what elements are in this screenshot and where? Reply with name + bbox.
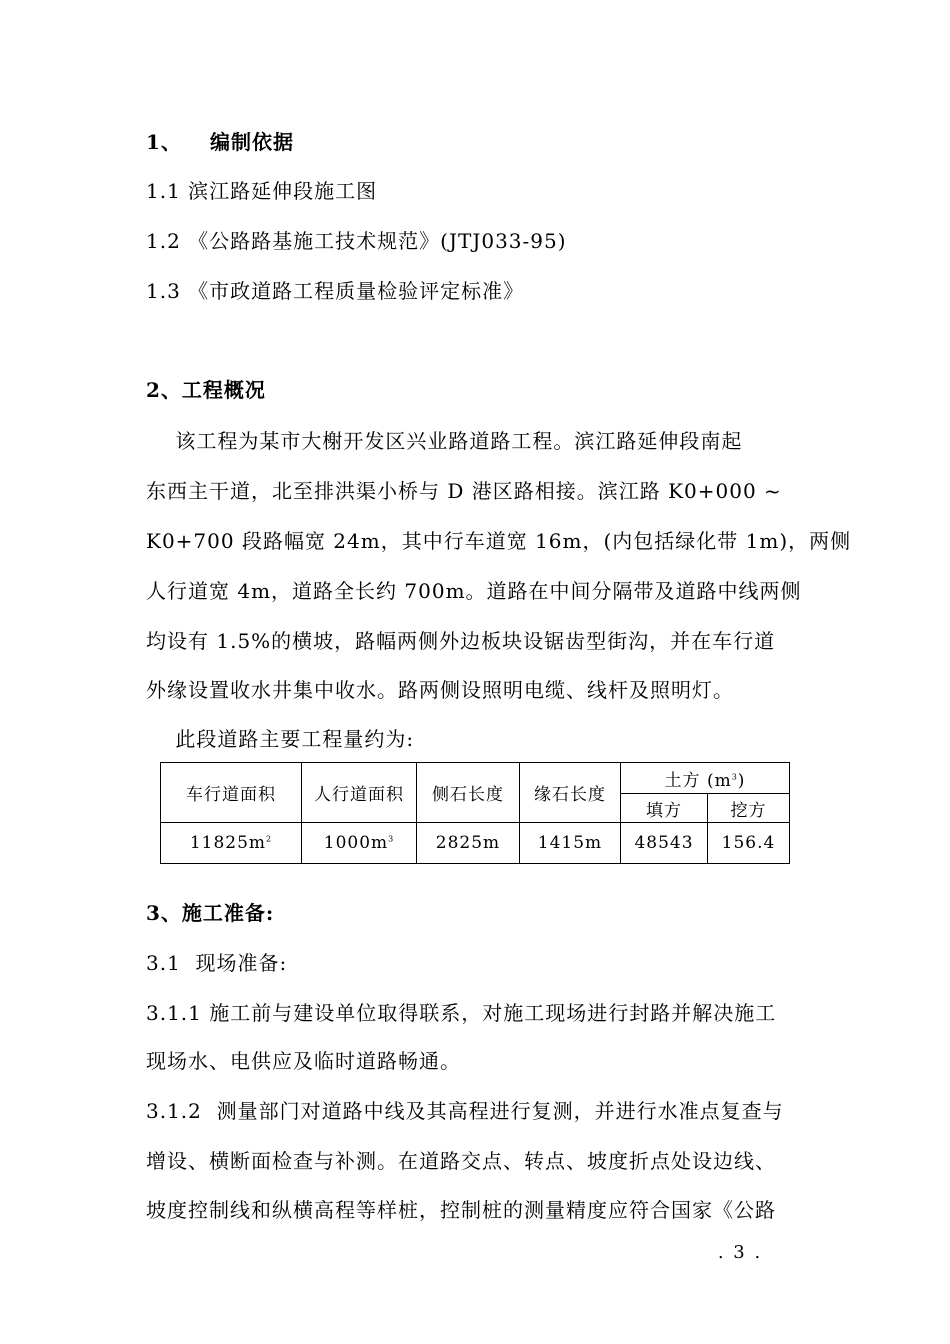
page-number: . 3 . [717,1242,763,1263]
section2-para-line-6: 外缘设置收水井集中收水。路两侧设照明电缆、线杆及照明灯。 [146,678,734,702]
value-sidewalk [302,823,417,864]
header-earthwork-unit-sup: 3 [731,771,738,781]
section1-heading-number: 1、 [146,130,182,154]
section2-para-line-5: 均设有 1.5%的横坡，路幅两侧外边板块设锯齿型街沟，并在车行道 [146,629,776,653]
value-carriageway-sup: 2 [266,834,273,844]
section3-line-3: 3.1.2 测量部门对道路中线及其高程进行复测，并进行水准点复查与 [146,1099,784,1123]
section3-line-2: 现场水、电供应及临时道路畅通。 [146,1049,461,1073]
section3-line-1: 3.1.1 施工前与建设单位取得联系，对施工现场进行封路并解决施工 [146,1001,777,1025]
value-carriageway-text: 11825m [189,833,267,853]
header-cut: 挖方 [708,794,790,823]
header-earthwork [621,763,790,794]
section3-line-4: 增设、横断面检查与补测。在道路交点、转点、坡度折点处设边线、 [146,1149,776,1173]
value-fill: 48543 [621,823,708,864]
section1-item-1: 1.1 滨江路延伸段施工图 [146,179,378,203]
header-carriageway: 车行道面积 [161,763,302,823]
header-fill: 填方 [621,794,708,823]
section3-line-5: 坡度控制线和纵横高程等样桩，控制桩的测量精度应符合国家《公路 [146,1198,776,1222]
header-earthwork-close: ) [737,770,746,791]
value-sidewalk-sup: 3 [388,834,395,844]
section1-heading-text: 编制依据 [210,130,294,154]
value-carriageway [161,823,302,864]
table-intro: 此段道路主要工程量约为: [146,727,415,751]
value-sidewalk-text: 1000m [323,833,389,853]
quantity-table [160,762,790,864]
header-sidewalk: 人行道面积 [302,763,417,823]
section2-para-line-1: 该工程为某市大榭开发区兴业路道路工程。滨江路延伸段南起 [146,429,743,453]
header-edge-stone: 缘石长度 [520,763,621,823]
section2-para-line-2: 东西主干道，北至排洪渠小桥与 D 港区路相接。滨江路 K0+000 ~ [146,479,782,503]
section2-para-line-4: 人行道宽 4m，道路全长约 700m。道路在中间分隔带及道路中线两侧 [146,579,802,603]
value-edge-stone: 1415m [520,823,621,864]
header-earthwork-label: 土方 (m [664,770,732,791]
header-side-stone: 侧石长度 [417,763,520,823]
section1-item-2: 1.2 《公路路基施工技术规范》(JTJ033-95) [146,229,567,253]
section3-sub: 3.1 现场准备: [146,951,288,975]
section1-heading [146,129,810,155]
value-side-stone: 2825m [417,823,520,864]
section2-para-line-3: K0+700 段路幅宽 24m，其中行车道宽 16m，(内包括绿化带 1m)，两侧 [146,529,852,553]
value-cut: 156.4 [708,823,790,864]
section1-item-3: 1.3 《市政道路工程质量检验评定标准》 [146,279,525,303]
section2-heading: 2、工程概况 [146,378,266,402]
section3-heading: 3、施工准备: [146,901,275,925]
